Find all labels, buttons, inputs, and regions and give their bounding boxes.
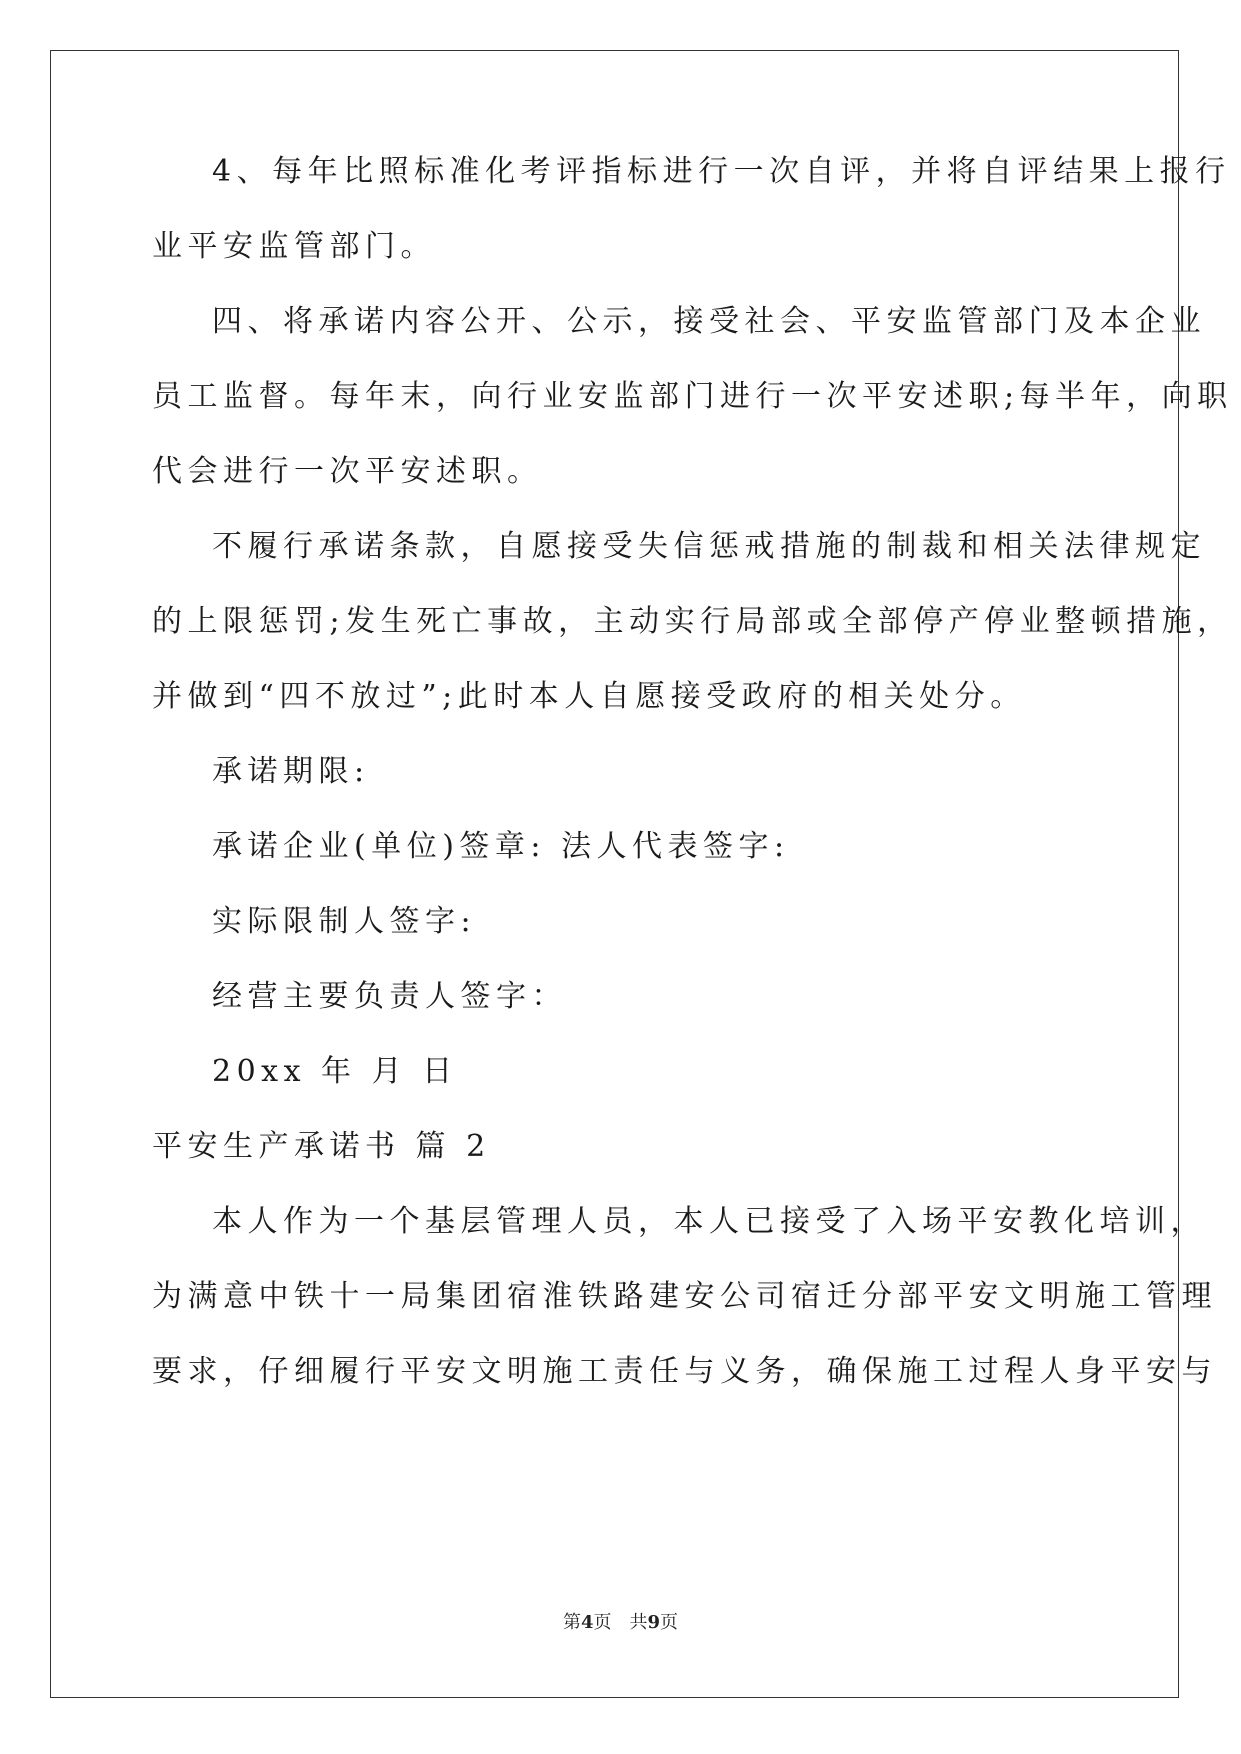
paragraph-line: 不履行承诺条款，自愿接受失信惩戒措施的制裁和相关法律规定 [212, 529, 1206, 564]
page-number-mid: 页 共 [593, 1612, 648, 1633]
page-number-total: 9 [647, 1612, 661, 1633]
paragraph-line: 四、将承诺内容公开、公示，接受社会、平安监管部门及本企业 [212, 304, 1206, 339]
paragraph-line: 的上限惩罚;发生死亡事故，主动实行局部或全部停产停业整顿措施， [152, 604, 1233, 639]
paragraph-line: 实际限制人签字: [212, 904, 477, 939]
paragraph-line: 4、每年比照标准化考评指标进行一次自评，并将自评结果上报行 [212, 154, 1231, 189]
page-footer [0, 1611, 1241, 1635]
paragraph-line: 本人作为一个基层管理人员，本人已接受了入场平安教化培训， [212, 1204, 1206, 1239]
paragraph-line: 代会进行一次平安述职。 [152, 454, 543, 489]
section-heading: 平安生产承诺书 篇 2 [152, 1129, 491, 1164]
paragraph-line: 要求，仔细履行平安文明施工责任与义务，确保施工过程人身平安与 [152, 1354, 1217, 1389]
page-number-suffix: 页 [660, 1612, 679, 1633]
paragraph-line: 员工监督。每年末，向行业安监部门进行一次平安述职;每半年，向职 [152, 379, 1233, 414]
paragraph-line: 为满意中铁十一局集团宿淮铁路建安公司宿迁分部平安文明施工管理 [152, 1279, 1217, 1314]
page-number-prefix: 第 [562, 1612, 581, 1633]
page-border [50, 50, 1179, 1698]
paragraph-line: 承诺企业(单位)签章: 法人代表签字: [212, 829, 790, 864]
page-number-current: 4 [580, 1612, 594, 1633]
paragraph-line: 承诺期限: [212, 754, 370, 789]
paragraph-line: 并做到“四不放过”;此时本人自愿接受政府的相关处分。 [152, 679, 1026, 714]
date-line: 20xx 年 月 日 [212, 1054, 458, 1089]
paragraph-line: 经营主要负责人签字： [212, 979, 567, 1014]
paragraph-line: 业平安监管部门。 [152, 229, 436, 264]
